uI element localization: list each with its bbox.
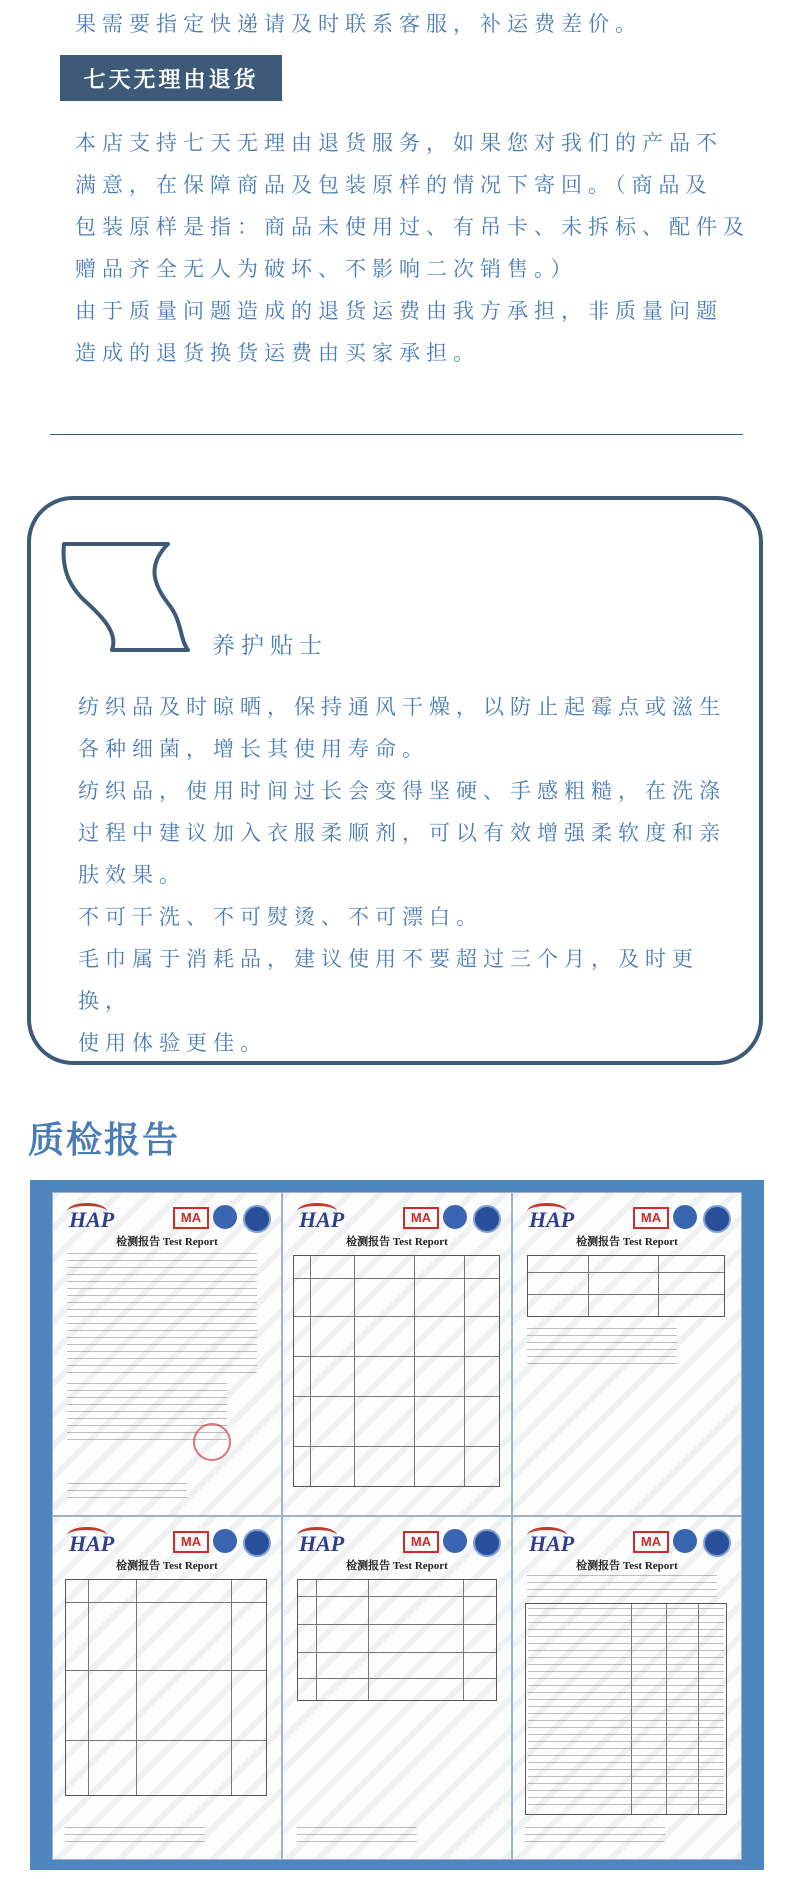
table-gridline: [368, 1580, 369, 1700]
hap-logo: HAP: [69, 1531, 115, 1556]
scroll-icon: [58, 538, 198, 658]
table-gridline: [66, 1670, 266, 1671]
report-page-6: [512, 1516, 742, 1860]
ma-mark: MA: [173, 1207, 209, 1229]
ma-mark: MA: [173, 1531, 209, 1553]
returns-line: 包装原样是指：商品未使用过、有吊卡、未拆标、配件及: [75, 215, 750, 239]
report-footer-text: [67, 1483, 187, 1501]
quality-report-title: 质检报告: [28, 1119, 181, 1161]
cnas-logo-icon: [243, 1529, 271, 1557]
shipping-note: 果需要指定快递请及时联系客服，补运费差价。: [75, 12, 642, 36]
care-line: 毛巾属于消耗品，建议使用不要超过三个月，及时更换，: [78, 947, 699, 1013]
report-table: [525, 1603, 727, 1815]
table-gridline: [588, 1256, 589, 1316]
table-gridline: [66, 1740, 266, 1741]
report-heading: 检测报告 Test Report: [346, 1560, 448, 1572]
returns-line: 由于质量问题造成的退货运费由我方承担，非质量问题: [75, 299, 723, 323]
table-gridline: [658, 1256, 659, 1316]
hap-logo: HAP: [529, 1531, 575, 1556]
table-gridline: [464, 1256, 465, 1486]
report-page-1: [52, 1192, 282, 1516]
table-gridline: [414, 1256, 415, 1486]
care-line: 纺织品及时晾晒，保持通风干燥，以防止起霉点或滋生: [78, 695, 726, 719]
report-heading: 检测报告 Test Report: [346, 1236, 448, 1248]
ilac-logo-icon: [443, 1205, 467, 1229]
report-page-5: [282, 1516, 512, 1860]
report-page-4: [52, 1516, 282, 1860]
returns-line: 赠品齐全无人为破坏、不影响二次销售。）: [75, 257, 578, 281]
table-gridline: [298, 1678, 496, 1679]
report-table: [527, 1255, 725, 1317]
report-heading: 检测报告 Test Report: [116, 1236, 218, 1248]
table-gridline: [354, 1256, 355, 1486]
table-gridline: [88, 1580, 89, 1795]
care-line: 使用体验更佳。: [78, 1031, 267, 1055]
ilac-logo-icon: [213, 1529, 237, 1553]
returns-line: 满意，在保障商品及包装原样的情况下寄回。（商品及: [75, 173, 713, 197]
table-gridline: [294, 1446, 499, 1447]
hap-logo: HAP: [299, 1531, 345, 1556]
report-heading: 检测报告 Test Report: [576, 1236, 678, 1248]
care-line: 过程中建议加入衣服柔顺剂，可以有效增强柔软度和亲: [78, 821, 726, 845]
report-table: [293, 1255, 500, 1487]
ma-mark: MA: [403, 1531, 439, 1553]
care-line: 不可干洗、不可熨烫、不可漂白。: [78, 905, 483, 929]
table-gridline: [298, 1652, 496, 1653]
ilac-logo-icon: [443, 1529, 467, 1553]
report-body-text: [67, 1253, 257, 1373]
report-heading: 检测报告 Test Report: [576, 1560, 678, 1572]
ma-mark: MA: [633, 1207, 669, 1229]
table-gridline: [316, 1580, 317, 1700]
cnas-logo-icon: [243, 1205, 271, 1233]
ma-mark: MA: [633, 1531, 669, 1553]
table-gridline: [298, 1596, 496, 1597]
table-gridline: [294, 1396, 499, 1397]
hap-logo: HAP: [529, 1207, 575, 1232]
returns-policy-text: [75, 122, 755, 374]
cnas-logo-icon: [703, 1205, 731, 1233]
hap-logo: HAP: [299, 1207, 345, 1232]
cnas-logo-icon: [473, 1529, 501, 1557]
table-gridline: [528, 1272, 724, 1273]
table-gridline: [528, 1294, 724, 1295]
table-gridline: [294, 1316, 499, 1317]
ma-mark: MA: [403, 1207, 439, 1229]
report-table: [297, 1579, 497, 1701]
care-line: 各种细菌，增长其使用寿命。: [78, 737, 429, 761]
report-page-3: [512, 1192, 742, 1516]
returns-line: 本店支持七天无理由退货服务，如果您对我们的产品不: [75, 131, 723, 155]
report-heading: 检测报告 Test Report: [116, 1560, 218, 1572]
table-gridline: [231, 1580, 232, 1795]
table-gridline: [294, 1356, 499, 1357]
table-rows: [528, 1608, 724, 1808]
ilac-logo-icon: [673, 1205, 697, 1229]
table-gridline: [66, 1602, 266, 1603]
returns-section-tag: 七天无理由退货: [60, 55, 282, 101]
report-footer-text: [297, 1827, 417, 1845]
ilac-logo-icon: [673, 1529, 697, 1553]
cnas-logo-icon: [703, 1529, 731, 1557]
care-line: 纺织品，使用时间过长会变得坚硬、手感粗糙，在洗涤: [78, 779, 726, 803]
report-body-text: [527, 1328, 677, 1368]
hap-logo: HAP: [69, 1207, 115, 1232]
table-gridline: [310, 1256, 311, 1486]
report-body-text: [527, 1575, 717, 1597]
table-gridline: [136, 1580, 137, 1795]
report-table: [65, 1579, 267, 1796]
section-divider: [50, 434, 743, 435]
report-page-2: [282, 1192, 512, 1516]
care-line: 肤效果。: [78, 863, 186, 887]
returns-line: 造成的退货换货运费由买家承担。: [75, 341, 480, 365]
table-gridline: [463, 1580, 464, 1700]
report-footer-text: [525, 1827, 665, 1845]
ilac-logo-icon: [213, 1205, 237, 1229]
care-tips-title: 养护贴士: [212, 633, 328, 659]
care-tips-text: [78, 686, 750, 1064]
table-gridline: [298, 1624, 496, 1625]
report-stamp: [193, 1423, 231, 1461]
table-gridline: [294, 1278, 499, 1279]
quality-report-frame: [30, 1180, 764, 1870]
report-footer-text: [65, 1827, 205, 1845]
cnas-logo-icon: [473, 1205, 501, 1233]
